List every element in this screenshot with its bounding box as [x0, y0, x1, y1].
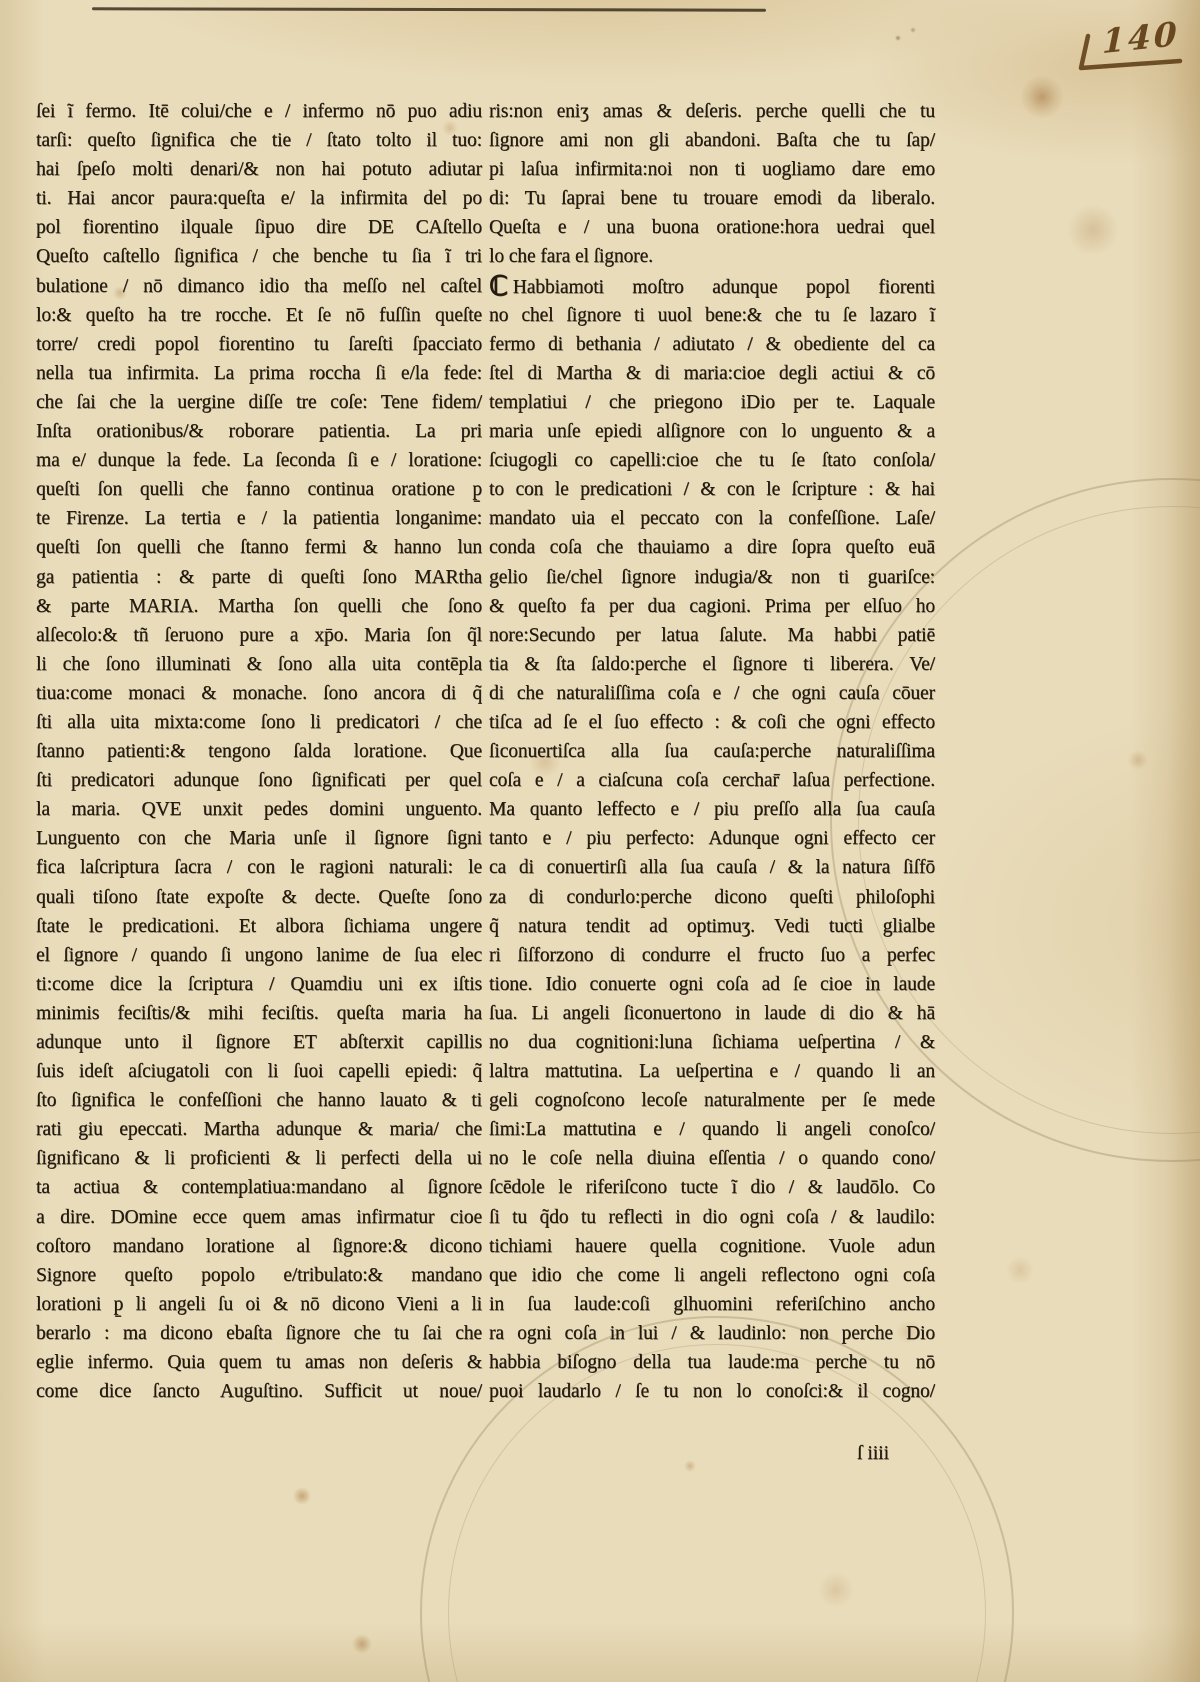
text-line: ſi tu q̃do tu reflecti in dio ogni coſa / & laudilo:: [489, 1206, 935, 1228]
text-line: eglie infermo. Quia quem tu amas non deſeris &: [36, 1352, 482, 1374]
text-line: laltra mattutina. La ueſpertina e / quando li an: [489, 1061, 935, 1083]
text-line: tiſca ad ſe el ſuo effecto : & coſi che ogni effecto: [489, 711, 935, 733]
text-line: ſtate le predicationi. Et albora ſichiama ungere: [36, 915, 482, 937]
text-line: Queſto caſtello ſignifica / che benche tu ſia ĩ tri: [36, 246, 482, 268]
text-line: templatiui / che priegono iDio per te. Laquale: [489, 391, 935, 413]
text-line: queſti ſon quelli che fanno continua oratione p̱: [36, 479, 482, 501]
text-line: queſti ſon quelli che ſtanno fermi & hanno lun: [36, 537, 482, 559]
text-line: lorationi p̱ li angeli ſu oi & nō dicono Vieni a li: [36, 1293, 482, 1315]
text-line: torre/ credi popol fiorentino tu ſareſti ſpacciato: [36, 333, 482, 355]
text-line: coſtoro mandano loratione al ſignore:& dicono: [36, 1235, 482, 1257]
text-line: quali tiſono ſtate expoſte & decte. Queſte ſono: [36, 886, 482, 908]
text-line: ti:come dice la ſcriptura / Quamdiu uni ex iſtis: [36, 973, 482, 995]
text-line: ſti alla uita mixta:come ſono li predicatori / che: [36, 711, 482, 733]
text-line: ta actiua & contemplatiua:mandano al ſignore: [36, 1177, 482, 1199]
text-line: ſiconuertiſca alla ſua cauſa:perche naturaliſſima: [489, 741, 935, 763]
text-line: mandato uia el peccato con la confeſſione. Laſe/: [489, 508, 935, 530]
text-column-right: [489, 97, 935, 1406]
text-line: nella tua infirmita. La prima roccha ſi e/la fede:: [36, 362, 482, 384]
text-line: maria unſe epiedi alſignore con lo unguento & a: [489, 421, 935, 443]
text-line: ſuis ideſt aſciugatoli con li ſuoi capelli epiedi: q̃: [36, 1061, 482, 1083]
text-line: ma e/ dunque la fede. La ſeconda ſi e / loratione:: [36, 450, 482, 472]
text-line: ſtanno patienti:& tengono ſalda loratione. Que: [36, 741, 482, 763]
text-line: ris:non eniʒ amas & deſeris. perche quelli che tu: [489, 101, 935, 122]
text-line: tanto e / piu perfecto: Adunque ogni effecto cer: [489, 828, 935, 850]
text-line: a dire. DOmine ecce quem amas infirmatur cioe: [36, 1206, 482, 1228]
capitulum-mark: ℂ: [489, 270, 508, 301]
text-line: fermo di bethania / adiutato / & obediente del ca: [489, 333, 935, 355]
text-line: ti. Hai ancor paura:queſta e/ la infirmita del po: [36, 188, 482, 210]
text-line: ſciugogli co capelli:cioe che tu ſe ſtato conſola/: [489, 450, 935, 472]
text-line: puoi laudarlo / ſe tu non lo conoſci:& il cogno/: [489, 1381, 935, 1403]
text-line: & parte MARIA. Martha ſon quelli che ſono: [36, 595, 482, 617]
text-line: tarſi: queſto ſignifica che tie / ſtato tolto il tuo:: [36, 130, 482, 152]
text-line: tione. Idio conuerte ogni coſa ad ſe cioe in laude: [489, 973, 935, 995]
text-line: minimis feciſtis/& mihi feciſtis. queſta maria ha: [36, 1002, 482, 1024]
text-line: Inſta orationibus/& roborare patientia. La pri: [36, 421, 482, 443]
text-line: ra ogni coſa in lui / & laudinlo: non perche Dio: [489, 1322, 935, 1344]
text-line: pi laſua infirmita:noi non ti uogliamo dare emo: [489, 159, 935, 181]
text-line: el ſignore / quando ſi ungono lanime de ſua elec: [36, 944, 482, 966]
text-line: pol fiorentino ilquale ſipuo dire DE CAſtello: [36, 217, 482, 239]
text-line: berarlo : ma dicono ebaſta ſignore che tu ſai che: [36, 1322, 482, 1344]
text-line: ca di conuertirſi alla ſua cauſa / & la natura ſiſfō: [489, 857, 935, 879]
text-line: tiua:come monaci & monache. ſono ancora di q̃: [36, 682, 482, 704]
text-line: no le coſe nella diuina eſſentia / o quando cono/: [489, 1148, 935, 1170]
text-line: ſtel di Martha & di maria:cioe degli actiui & cō: [489, 362, 935, 384]
text-line: ri ſiſforzono di condurre el fructo ſuo a perfec: [489, 944, 935, 966]
text-line: to con le predicationi / & con le ſcripture : & hai: [489, 479, 935, 501]
text-line: ſua. Li angeli ſiconuertono in laude di dio & hā: [489, 1002, 935, 1024]
text-line: come dice ſancto Auguſtino. Sufficit ut noue/: [36, 1381, 482, 1403]
text-line: in ſua laude:coſi glhuomini referiſchino ancho: [489, 1293, 935, 1315]
text-line: no dua cognitioni:luna ſichiama ueſpertina / &: [489, 1032, 935, 1053]
text-line: ℂ Habbiamoti moſtro adunque popol fiorenti: [489, 270, 935, 301]
text-line: Lunguento con che Maria unſe il ſignore ſigni: [36, 828, 482, 850]
text-line: habbia biſogno della tua laude:ma perche tu nō: [489, 1352, 935, 1374]
text-column-left: [36, 97, 482, 1406]
text-line: Ma quanto leffecto e / piu preſſo alla ſua cauſa: [489, 799, 935, 821]
text-line: di che naturaliſſima coſa e / che ogni cauſa cōuer: [489, 682, 935, 704]
text-line: ſto ſignifica le confeſſioni che hanno lauato & ti: [36, 1090, 482, 1112]
text-line: nore:Secundo per latua ſalute. Ma habbi patiē: [489, 624, 935, 646]
text-line: no chel ſignore ti uuol bene:& che tu ſe lazaro ĩ: [489, 304, 935, 326]
text-line: lo:& queſto ha tre rocche. Et ſe nō fuſſin queſte: [36, 304, 482, 326]
text-line: q̃ natura tendit ad optimuʒ. Vedi tucti glialbe: [489, 915, 935, 937]
text-line: fica laſcriptura ſacra / con le ragioni naturali: le: [36, 857, 482, 879]
text-line: ſignore ami non gli abandoni. Baſta che tu ſap/: [489, 130, 935, 152]
text-line: ſei ĩ fermo. Itē colui/che e / infermo nō puo adiu: [36, 101, 482, 122]
text-line: te Firenze. La tertia e / la patientia longanime:: [36, 508, 482, 530]
text-line: bulatione / nō dimanco idio tha meſſo nel caſtel: [36, 275, 482, 297]
text-line: la maria. QVE unxit pedes domini unguento.: [36, 799, 482, 821]
text-line: Queſta e / una buona oratione:hora uedrai quel: [489, 217, 935, 239]
text-line: que idio che come li angeli reflectono ogni coſa: [489, 1264, 935, 1286]
text-line: adunque unto il ſignore ET abſterxit capillis: [36, 1032, 482, 1053]
top-edge-line: [92, 7, 766, 11]
text-line: geli cognoſcono lecoſe naturalmente per ſe mede: [489, 1090, 935, 1112]
text-line: gelio ſie/chel ſignore indugia/& non ti guariſce:: [489, 566, 935, 588]
text-line: lo che fara el ſignore.: [489, 246, 653, 268]
text-line: Signore queſto popolo e/tribulato:& mandano: [36, 1264, 482, 1286]
text-line: za di condurlo:perche dicono queſti philoſophi: [489, 886, 935, 908]
text-line: alſecolo:& tñ ſeruono pure a xp̄o. Maria ſon q̃l: [36, 624, 482, 646]
text-line: conda coſa che thauiamo a dire ſopra queſto euā: [489, 537, 935, 559]
text-line: li che ſono illuminati & ſono alla uita contēpla: [36, 653, 482, 675]
text-line: ſignificano & li proficienti & li perfecti della ui: [36, 1148, 482, 1170]
text-line: che ſai che la uergine diſſe tre coſe: Tene fidem/: [36, 391, 482, 413]
text-line: hai ſpeſo molti denari/& non hai potuto adiutar: [36, 159, 482, 181]
folio-mark: [1078, 14, 1198, 80]
text-line: rati giu epeccati. Martha adunque & maria/ che: [36, 1119, 482, 1141]
text-line: tia & ſta ſaldo:perche el ſignore ti liberera. Ve/: [489, 653, 935, 675]
text-line: coſa e / a ciaſcuna coſa cerchar̄ laſua perfectione.: [489, 770, 935, 792]
text-line: di: Tu ſaprai bene tu trouare emodi da liberalo.: [489, 188, 935, 210]
text-line: ſti predicatori adunque ſono ſignificati per quel: [36, 770, 482, 792]
text-line: ga patientia : & parte di queſti ſono MARtha: [36, 566, 482, 588]
text-line: ſimi:La mattutina e / quando li angeli conoſco/: [489, 1119, 935, 1141]
text-line: & queſto fa per dua cagioni. Prima per elſuo ho: [489, 595, 935, 617]
text-line: ſcēdole le riferiſcono tucte ĩ dio / & laudōlo. Co: [489, 1177, 935, 1199]
signature-mark: ſ iiii: [857, 1443, 889, 1464]
folio-number: 140: [1101, 13, 1181, 62]
text-line: tichiami hauere quella cognitione. Vuole adun: [489, 1235, 935, 1257]
